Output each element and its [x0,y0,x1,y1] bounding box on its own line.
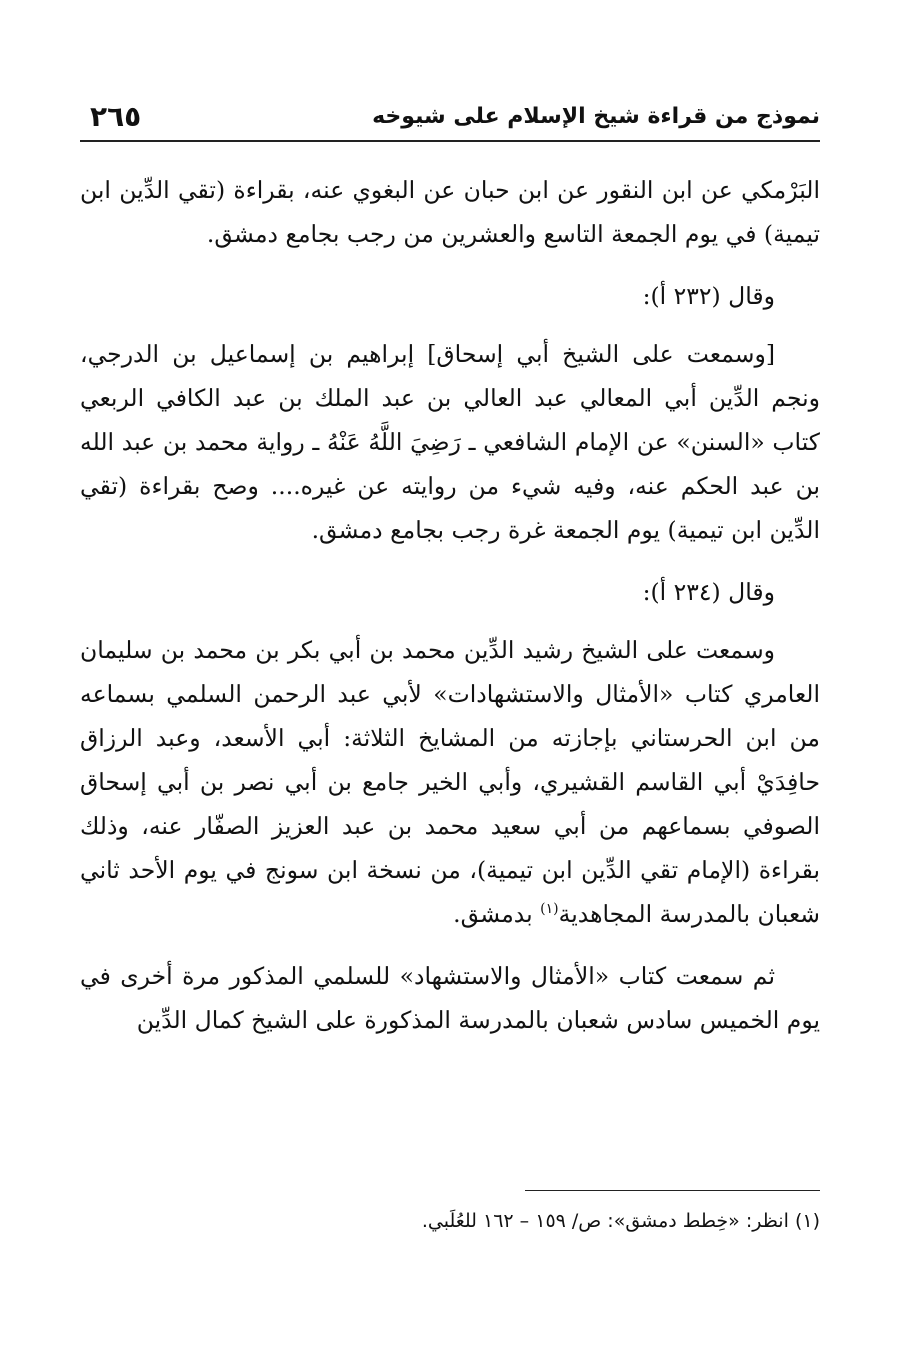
footnote-text: انظر: «خِطط دمشق»: ص/ ١٥٩ – ١٦٢ للعُلَبي. [421,1210,789,1232]
citation-heading-1: وقال (٢٣٢ أ): [642,282,775,310]
page-header [80,100,820,142]
footnote-divider [525,1190,820,1191]
paragraph-3-end: بدمشق. [453,900,533,928]
paragraph-1: البَرْمكي عن ابن النقور عن ابن حبان عن البغوي عنه، بقراءة (تقي الدِّين ابن تيمية) في يوم الجمعة التاسع والعشرين من رجب بجامع دمشق. [80,176,820,248]
page-number: ٢٦٥ [90,100,142,133]
paragraph-3-text: وسمعت على الشيخ رشيد الدِّين محمد بن أبي بكر بن محمد بن سليمان العامري كتاب «الأمثال والاستشهادات» لأبي عبد الرحمن السلمي بسماعه من ابن الحرستاني بإجازته من المشايخ الثلاثة: أبي الأسعد، وعبد الرزاق حافِدَيْ أبي القاسم القشيري، وأبي الخير جامع بن أبي نصر بن أبي إسحاق الصوفي بسماعهم من أبي سعيد محمد بن عبد العزيز الصفّار عنه، وذلك بقراءة (الإمام تقي الدِّين ابن تيمية)، من نسخة ابن سونج في يوم الأحد ثاني شعبان بالمدرسة المجاهدية [80,636,820,928]
running-title: نموذج من قراءة شيخ الإسلام على شيوخه [372,104,820,129]
paragraph-2: [وسمعت على الشيخ أبي إسحاق] إبراهيم بن إسماعيل بن الدرجي، ونجم الدِّين أبي المعالي عبد العالي بن عبد الملك بن عبد الكافي الربعي كتاب «السنن» عن الإمام الشافعي ـ رَضِيَ اللَّهُ عَنْهُ ـ رواية محمد بن عبد الله بن عبد الحكم عنه، وفيه شيء من روايته عن غيره.... وصح بقراءة (تقي الدِّين ابن تيمية) يوم الجمعة غرة رجب بجامع دمشق. [80,340,820,544]
footnote-marker: (١) [794,1210,820,1232]
paragraph-3 [80,628,820,936]
footnote [80,1206,820,1236]
citation-heading-2: وقال (٢٣٤ أ): [642,578,775,606]
paragraph-4: ثم سمعت كتاب «الأمثال والاستشهاد» للسلمي المذكور مرة أخرى في يوم الخميس سادس شعبان بالمدرسة المذكورة على الشيخ كمال الدِّين [80,962,820,1034]
body-text [80,168,820,1060]
footnote-reference: (١) [540,901,559,918]
